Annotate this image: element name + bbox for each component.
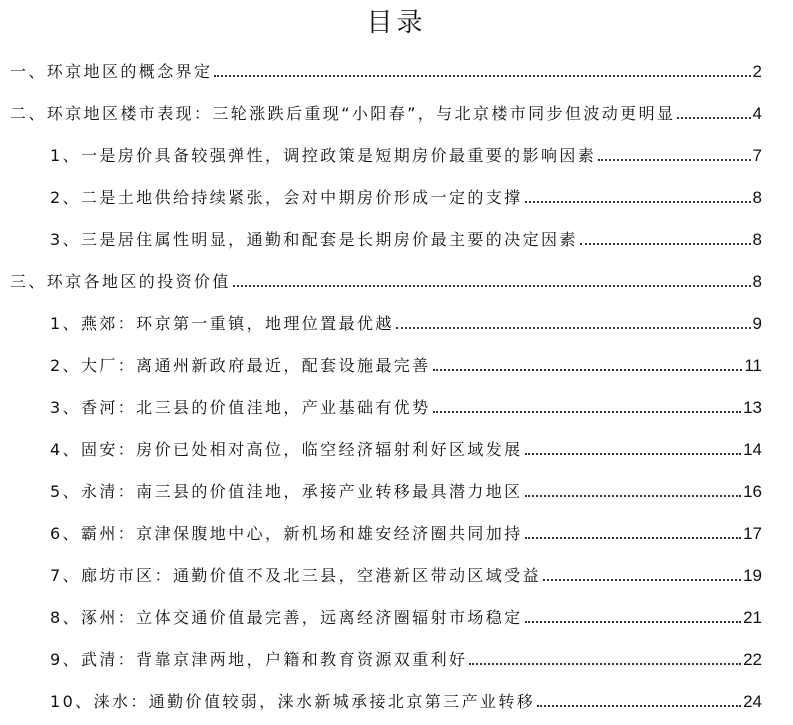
toc-entry[interactable]	[50, 514, 762, 544]
toc-entry[interactable]	[50, 178, 762, 208]
toc-entry-title: 1、一是房价具备较强弹性，调控政策是短期房价最重要的影响因素	[50, 146, 597, 165]
page-title: 目录	[366, 8, 427, 38]
toc-entry[interactable]	[10, 52, 762, 82]
toc-entry-title: 8、涿州：立体交通价值最完善，远离经济圈辐射市场稳定	[50, 608, 523, 627]
toc-entry[interactable]	[10, 262, 762, 292]
dot-leader	[537, 705, 741, 707]
toc-entry[interactable]	[50, 220, 762, 250]
toc-entry[interactable]	[50, 388, 762, 418]
toc-entry-title: 4、固安：房价已处相对高位，临空经济辐射利好区域发展	[50, 440, 523, 459]
toc-entry-page-number: 8	[752, 272, 762, 291]
toc-entry[interactable]	[50, 556, 762, 586]
toc-entry-title: 三、环京各地区的投资价值	[10, 272, 231, 291]
toc-entry-title: 7、廊坊市区：通勤价值不及北三县，空港新区带动区域受益	[50, 566, 541, 585]
toc-entry-page-number: 14	[743, 440, 762, 459]
dot-leader	[214, 75, 750, 77]
dot-leader	[525, 201, 751, 203]
toc-entry-page-number: 8	[752, 188, 762, 207]
toc-entry-title: 10、涞水：通勤价值较弱，涞水新城承接北京第三产业转移	[50, 692, 536, 711]
toc-entry[interactable]	[50, 472, 762, 502]
toc-entry-page-number: 24	[743, 692, 762, 711]
dot-leader	[543, 579, 741, 581]
dot-leader	[525, 453, 741, 455]
toc-entry[interactable]	[50, 682, 762, 712]
toc-entry[interactable]	[10, 94, 762, 124]
toc-entry-page-number: 17	[743, 524, 762, 543]
toc-entry-title: 2、大厂：离通州新政府最近，配套设施最完善	[50, 356, 431, 375]
dot-leader	[525, 495, 741, 497]
toc-entry-page-number: 4	[752, 104, 762, 123]
toc-entry-title: 5、永清：南三县的价值洼地，承接产业转移最具潜力地区	[50, 482, 523, 501]
dot-leader	[525, 621, 741, 623]
toc-entry-page-number: 19	[743, 566, 762, 585]
toc-entry-page-number: 21	[743, 608, 762, 627]
toc-entry[interactable]	[50, 304, 762, 334]
toc-entry-page-number: 9	[752, 314, 762, 333]
toc-entry[interactable]	[50, 430, 762, 460]
dot-leader	[580, 243, 751, 245]
toc-entry-title: 2、二是土地供给持续紧张，会对中期房价形成一定的支撑	[50, 188, 523, 207]
toc-entry-page-number: 2	[752, 62, 762, 81]
dot-leader	[598, 159, 750, 161]
dot-leader	[433, 411, 741, 413]
toc-entry[interactable]	[50, 640, 762, 670]
toc-entry-title: 二、环京地区楼市表现：三轮涨跌后重现“小阳春”，与北京楼市同步但波动更明显	[10, 104, 676, 123]
toc-entry-page-number: 7	[752, 146, 762, 165]
toc-entry[interactable]	[50, 346, 762, 376]
toc-entry[interactable]	[50, 598, 762, 628]
toc-entry-page-number: 11	[744, 356, 762, 375]
dot-leader	[469, 663, 741, 665]
dot-leader	[233, 285, 751, 287]
dot-leader	[396, 327, 751, 329]
toc-entry[interactable]	[50, 136, 762, 166]
dot-leader	[433, 369, 743, 371]
dot-leader	[525, 537, 741, 539]
toc-entry-page-number: 8	[752, 230, 762, 249]
dot-leader	[677, 117, 750, 119]
toc-entry-title: 1、燕郊：环京第一重镇，地理位置最优越	[50, 314, 394, 333]
toc-entry-page-number: 22	[743, 650, 762, 669]
toc-entry-title: 3、香河：北三县的价值洼地，产业基础有优势	[50, 398, 431, 417]
toc-entry-page-number: 13	[743, 398, 762, 417]
toc-entry-title: 6、霸州：京津保腹地中心，新机场和雄安经济圈共同加持	[50, 524, 523, 543]
toc-entry-title: 一、环京地区的概念界定	[10, 62, 213, 81]
toc-entry-title: 9、武清：背靠京津两地，户籍和教育资源双重利好	[50, 650, 468, 669]
toc-entry-title: 3、三是居住属性明显，通勤和配套是长期房价最主要的决定因素	[50, 230, 578, 249]
toc-entry-page-number: 16	[743, 482, 762, 501]
